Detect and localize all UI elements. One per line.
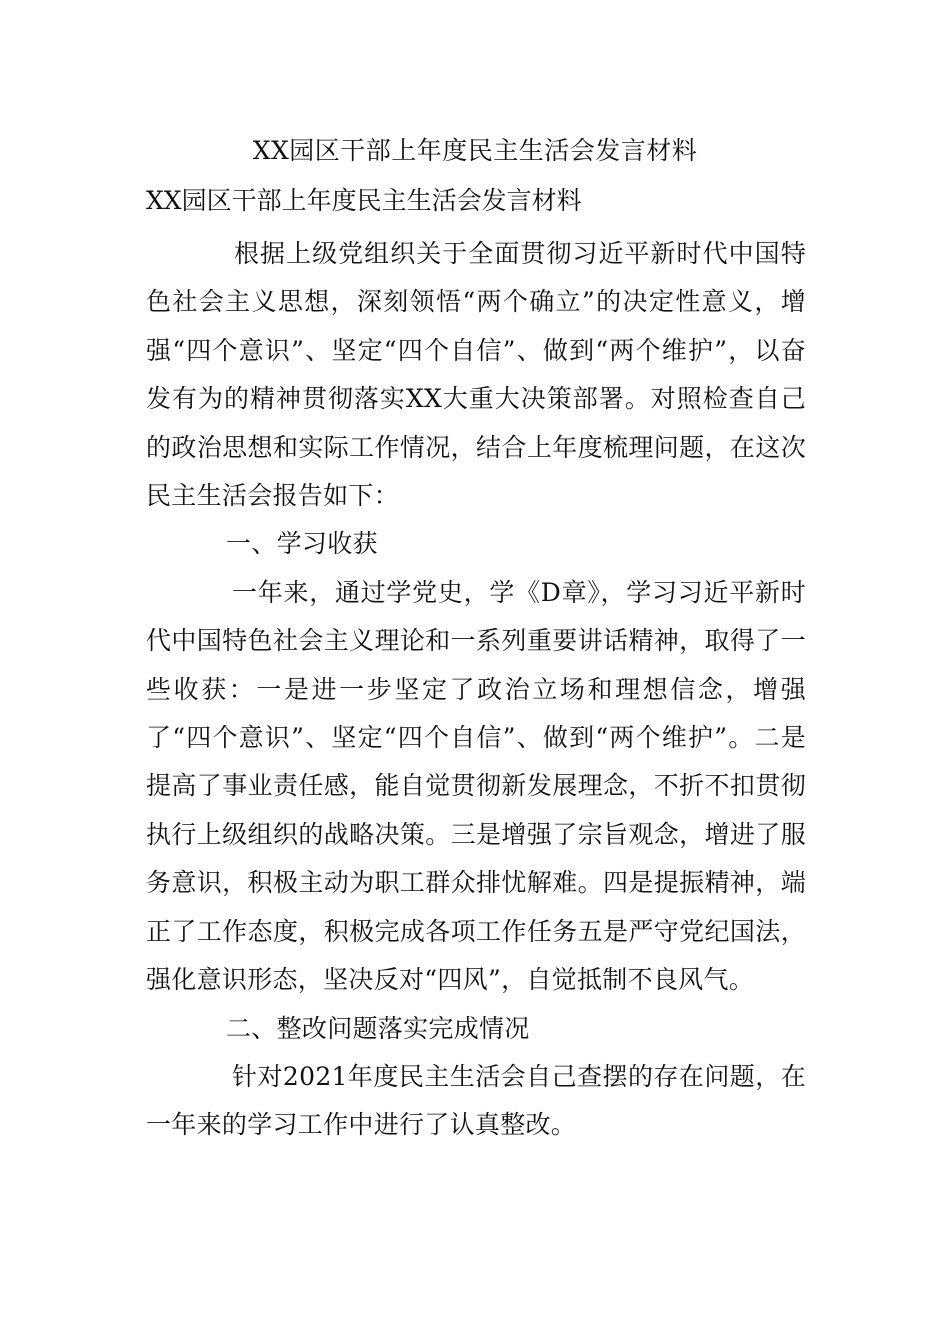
rectification-paragraph: 针对2021年度民主生活会自己查摆的存在问题，在一年来的学习工作中进行了认真整改。	[146, 1061, 806, 1140]
document-title: XX园区干部上年度民主生活会发言材料	[252, 136, 698, 165]
intro-paragraph: 根据上级党组织关于全面贯彻习近平新时代中国特色社会主义思想，深刻领悟“两个确立”的决定性意义，增强“四个意识”、坚定“四个自信”、做到“两个维护”，以奋发有为的精神贯彻落实XX大重大决策部署。对照检查自己的政治思想和实际工作情况，结合上年度梳理问题，在这次民主生活会报告如下：	[146, 239, 806, 511]
document-subtitle: XX园区干部上年度民主生活会发言材料	[146, 186, 582, 215]
learning-gains-paragraph: 一年来，通过学党史，学《D章》，学习习近平新时代中国特色社会主义理论和一系列重要讲话精神，取得了一些收获：一是进一步坚定了政治立场和理想信念，增强了“四个意识”、坚定“四个自信”、做到“两个维护”。二是提高了事业责任感，能自觉贯彻新发展理念，不折不扣贯彻执行上级组织的战略决策。三是增强了宗旨观念，增进了服务意识，积极主动为职工群众排忧解难。四是提振精神，端正了工作态度，积极完成各项工作任务五是严守党纪国法，强化意识形态，坚决反对“四风”，自觉抵制不良风气。	[146, 577, 806, 995]
document-body	[146, 230, 806, 1150]
section-heading-learning-gains: 一、学习收获	[226, 529, 378, 559]
section-heading-rectification: 二、整改问题落实完成情况	[226, 1013, 530, 1043]
